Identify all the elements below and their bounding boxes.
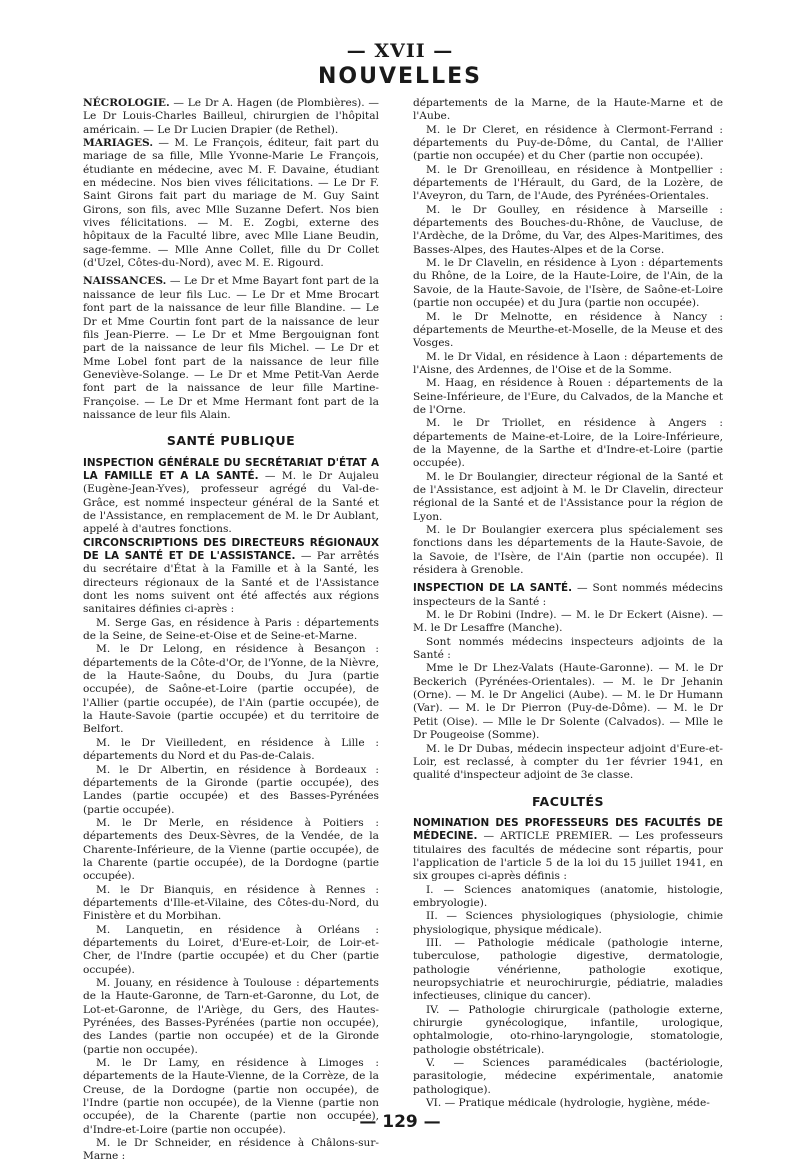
necrologie-text: — Le Dr A. Hagen (de Plombières). — Le Dr Louis-Charles Bailleul, chirurgien de l'hôpital américain. — Le Dr Lucien Drapier (de Rethel). — [83, 97, 379, 136]
paragraph: M. le Dr Vieilledent, en résidence à Lille : départements du Nord et du Pas-de-Calais. — [83, 736, 379, 763]
paragraph: M. le Dr Cleret, en résidence à Clermont-Ferrand : départements du Puy-de-Dôme, du Cantal, de l'Allier (partie non occupée) et du Cher (partie non occupée). — [413, 123, 723, 163]
group-item: I. — Sciences anatomiques (anatomie, histologie, embryologie). — [413, 883, 723, 909]
nomination-text: — ARTICLE PREMIER. — Les professeurs titulaires des facultés de médecine sont répartis, pour l'application de l'article 5 de la loi du 15 juillet 1941, en six groupes ci-après définis : — [413, 830, 723, 883]
inspection-generale-lead: INSPECTION GÉNÉRALE DU SECRÉTARIAT D'ÉTAT A LA FAMILLE ET A LA SANTÉ. — [83, 456, 379, 482]
inspection-sante-lead: INSPECTION DE LA SANTÉ. — [413, 582, 573, 595]
paragraph: M. le Dr Bianquis, en résidence à Rennes : départements d'Ille-et-Vilaine, des Côtes-du-Nord, du Finistère et du Morbihan. — [83, 883, 379, 923]
mariages-text: — M. Le François, éditeur, fait part du mariage de sa fille, Mlle Yvonne-Marie Le François, étudiante en médecine, avec M. F. Davaine, étudiant en médecine. Nos bien vives félicitations. — Le Dr F. Saint Girons fait part du mariage de M. Guy Saint Girons, son fils, avec Mlle Suzanne Defert. Nos bien vives félicitations. — M. E. Zogbi, externe des hôpitaux de la Faculté libre, avec Mlle Liane Beudin, sage-femme. — Mlle Anne Collet, fille du Dr Collet (d'Uzel, Côtes-du-Nord), avec M. E. Rigourd. — [83, 137, 379, 270]
circonscriptions-lead: CIRCONSCRIPTIONS DES DIRECTEURS RÉGIONAUX DE LA SANTÉ ET DE L'ASSISTANCE. — [83, 536, 379, 562]
mariages-paragraph — [83, 137, 379, 270]
mariages-lead: MARIAGES. — [83, 137, 154, 150]
group-item: V. — Sciences paramédicales (bactériologie, parasitologie, médecine expérimentale, anatomie pathologique). — [413, 1057, 723, 1096]
necrologie-paragraph — [83, 97, 379, 137]
paragraph: Sont nommés médecins inspecteurs adjoints de la Santé : — [413, 635, 723, 662]
circonscriptions-paragraph — [83, 537, 379, 617]
paragraph: M. le Dr Merle, en résidence à Poitiers : départements des Deux-Sèvres, de la Vendée, de la Charente-Inférieure, de la Vienne (partie occupée), de la Charente (partie occupée), de la Dordogne (partie occupée). — [83, 816, 379, 883]
paragraph: M. Jouany, en résidence à Toulouse : départements de la Haute-Garonne, de Tarn-et-Garonne, du Lot, de Lot-et-Garonne, de l'Ariège, du Gers, des Hautes-Pyrénées, des Basses-Pyrénées (partie non occupée), des Landes (partie non occupée) et de la Gironde (partie non occupée). — [83, 977, 379, 1056]
nomination-lead: NOMINATION DES PROFESSEURS DES FACULTÉS DE MÉDECINE. — [413, 816, 723, 843]
left-column — [83, 97, 379, 1164]
page-number-bottom: — 129 — — [359, 1112, 441, 1132]
group-item: II. — Sciences physiologiques (physiologie, chimie physiologique, physique médicale). — [413, 910, 723, 936]
paragraph: M. Haag, en résidence à Rouen : départements de la Seine-Inférieure, de l'Eure, du Calvados, de la Manche et de l'Orne. — [413, 377, 723, 416]
group-item: III. — Pathologie médicale (pathologie interne, tuberculose, pathologie digestive, dermatologie, pathologie vénérienne, pathologie exotique, neuropsychiatrie et neurochirurgie, pédiatrie, maladies infectieuses, clinique du cancer). — [413, 936, 723, 1003]
paragraph: M. le Dr Vidal, en résidence à Laon : départements de l'Aisne, des Ardennes, de l'Oise et de la Somme. — [413, 350, 723, 376]
page-title: NOUVELLES — [318, 64, 482, 89]
page-number-top: — XVII — — [346, 40, 454, 62]
naissances-paragraph — [83, 275, 379, 422]
paragraph: M. le Dr Lamy, en résidence à Limoges : départements de la Haute-Vienne, de la Corrèze, de la Creuse, de la Dordogne (partie non occupée), de l'Indre (partie non occupée), de la Vienne (partie non occupée), de la Charente (partie non occupée), d'Indre-et-Loire (partie non occupée). — [83, 1057, 379, 1136]
inspection-generale-paragraph — [83, 457, 379, 537]
paragraph: M. Lanquetin, en résidence à Orléans : départements du Loiret, d'Eure-et-Loir, de Loir-et-Cher, de l'Indre (partie occupée) et du Cher (partie occupée). — [83, 923, 379, 976]
section-title-facultes: FACULTÉS — [531, 793, 605, 809]
paragraph: M. le Dr Lelong, en résidence à Besançon : départements de la Côte-d'Or, de l'Yonne, de la Nièvre, de la Haute-Saône, du Doubs, du Jura (partie occupée), de Saône-et-Loire (partie occupée), de l'Allier (partie occupée), de l'Ain (partie occupée), de la Haute-Savoie (partie occupée) et du territoire de Belfort. — [83, 643, 379, 736]
nomination-paragraph — [413, 817, 723, 884]
paragraph: départements de la Marne, de la Haute-Marne et de l'Aube. — [413, 97, 723, 123]
paragraph: M. le Dr Goulley, en résidence à Marseille : départements des Bouches-du-Rhône, de Vaucluse, de l'Ardèche, de la Drôme, du Var, des Alpes-Maritimes, des Basses-Alpes, des Hautes-Alpes et de la Corse. — [413, 203, 723, 256]
right-column — [413, 97, 723, 1110]
paragraph: M. le Dr Triollet, en résidence à Angers : départements de Maine-et-Loire, de la Loire-Inférieure, de la Mayenne, de la Sarthe et d'Indre-et-Loire (partie occupée). — [413, 417, 723, 470]
paragraph: M. le Dr Dubas, médecin inspecteur adjoint d'Eure-et-Loir, est reclassé, à compter du 1er février 1941, en qualité d'inspecteur adjoint de 3e classe. — [413, 742, 723, 782]
paragraph: M. le Dr Schneider, en résidence à Châlons-sur-Marne : — [83, 1137, 379, 1163]
circonscriptions-text: — Par arrêtés du secrétaire d'État à la Famille et à la Santé, les directeurs régionaux de la Santé et de l'Assistance dont les noms suivent ont été affectés aux régions sanitaires définies ci-après : — [83, 550, 380, 616]
paragraph: M. le Dr Robini (Indre). — M. le Dr Eckert (Aisne). — M. le Dr Lesaffre (Manche). — [413, 609, 723, 635]
paragraph: M. le Dr Clavelin, en résidence à Lyon : départements du Rhône, de la Loire, de la Haute-Loire, de l'Ain, de la Savoie, de la Haute-Savoie, de l'Isère, de Saône-et-Loire (partie non occupée) et du Jura (partie non occupée). — [413, 257, 723, 310]
group-item: IV. — Pathologie chirurgicale (pathologie externe, chirurgie gynécologique, infantile, urologique, ophtalmologie, oto-rhino-laryngologie, stomatologie, pathologie obstétricale). — [413, 1003, 723, 1056]
group-item: VI. — Pratique médicale (hydrologie, hygiène, méde- — [426, 1097, 710, 1110]
paragraph: M. le Dr Albertin, en résidence à Bordeaux : départements de la Gironde (partie occupée), des Landes (partie occupée) et des Basses-Pyrénées (partie occupée). — [83, 763, 379, 816]
paragraph: M. le Dr Melnotte, en résidence à Nancy : départements de Meurthe-et-Moselle, de la Meuse et des Vosges. — [413, 310, 723, 350]
inspection-generale-text: — M. le Dr Aujaleu (Eugène-Jean-Yves), professeur agrégé du Val-de-Grâce, est nommé inspecteur général de la Santé et de l'Assistance, en remplacement de M. le Dr Aublant, appelé à d'autres fonctions. — [83, 469, 379, 536]
inspection-sante-paragraph — [413, 582, 723, 609]
paragraph: M. Serge Gas, en résidence à Paris : départements de la Seine, de Seine-et-Oise et de Seine-et-Marne. — [83, 616, 379, 643]
paragraph: M. le Dr Grenoilleau, en résidence à Montpellier : départements de l'Hérault, du Gard, de la Lozère, de l'Aveyron, du Tarn, de l'Aude, des Pyrénées-Orientales. — [413, 163, 723, 203]
necrologie-lead: NÉCROLOGIE. — [83, 97, 170, 109]
paragraph: M. le Dr Boulangier exercera plus spécialement ses fonctions dans les départements de la Haute-Savoie, de la Savoie, de l'Isère, de l'Ain (partie non occupée). Il résidera à Grenoble. — [413, 524, 723, 577]
inspection-sante-text: — Sont nommés médecins inspecteurs de la Santé : — [413, 582, 723, 608]
paragraph: Mme le Dr Lhez-Valats (Haute-Garonne). — M. le Dr Beckerich (Pyrénées-Orientales). — M. le Dr Jehanin (Orne). — M. le Dr Angelici (Aube). — M. le Dr Humann (Var). — M. le Dr Pierron (Puy-de-Dôme). — M. le Dr Petit (Oise). — Mlle le Dr Solente (Calvados). — Mlle le Dr Pougeoise (Somme). — [413, 662, 723, 742]
naissances-text: — Le Dr et Mme Bayart font part de la naissance de leur fils Luc. — Le Dr et Mme Brocart font part de la naissance de leur fille Blandine. — Le Dr et Mme Courtin font part de la naissance de leur fils Jean-Pierre. — Le Dr et Mme Bergouignan font part de la naissance de leur fils Michel. — Le Dr et Mme Lobel font part de la naissance de leur fille Geneviève-Solange. — Le Dr et Mme Petit-Van Aerde font part de la naissance de leur fille Martine-Françoise. — Le Dr et Mme Hermant font part de la naissance de leur fils Alain. — [83, 275, 379, 421]
section-title-sante: SANTÉ PUBLIQUE — [166, 433, 296, 449]
naissances-lead: NAISSANCES. — [83, 275, 167, 288]
paragraph: M. le Dr Boulangier, directeur régional de la Santé et de l'Assistance, est adjoint à M. le Dr Clavelin, directeur régional de la Santé et de l'Assistance pour la région de Lyon. — [413, 470, 723, 523]
